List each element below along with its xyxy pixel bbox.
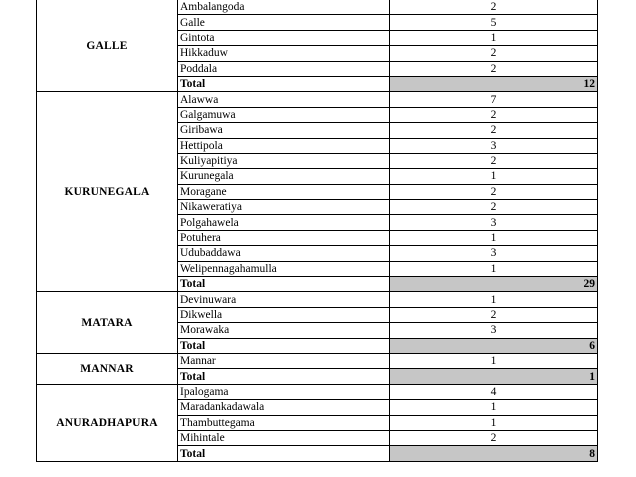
table-row: [37, 292, 598, 307]
division-name: Giribawa: [178, 123, 390, 138]
division-count: 1: [390, 415, 598, 430]
division-name: Dikwella: [178, 307, 390, 322]
division-name: Mihintale: [178, 430, 390, 445]
division-count: 1: [390, 261, 598, 276]
division-name: Galle: [178, 15, 390, 30]
division-count: 2: [390, 61, 598, 76]
division-name: Galgamuwa: [178, 107, 390, 122]
division-count: 1: [390, 400, 598, 415]
table-row: [37, 0, 598, 15]
table-body: [37, 0, 598, 461]
table-row: [37, 384, 598, 399]
division-count: 2: [390, 307, 598, 322]
division-count: 2: [390, 430, 598, 445]
division-count: 1: [390, 230, 598, 245]
division-count: 2: [390, 123, 598, 138]
division-count: 1: [390, 30, 598, 45]
table-row: [37, 353, 598, 368]
division-count: 1: [390, 292, 598, 307]
division-name: Kuliyapitiya: [178, 153, 390, 168]
total-value: 8: [390, 446, 598, 461]
district-table: [36, 0, 598, 462]
division-count: 2: [390, 184, 598, 199]
division-name: Hettipola: [178, 138, 390, 153]
division-name: Maradankadawala: [178, 400, 390, 415]
division-name: Nikaweratiya: [178, 200, 390, 215]
total-value: 6: [390, 338, 598, 353]
division-count: 2: [390, 107, 598, 122]
total-value: 1: [390, 369, 598, 384]
division-name: Potuhera: [178, 230, 390, 245]
division-name: Kurunegala: [178, 169, 390, 184]
division-name: Hikkaduw: [178, 46, 390, 61]
division-count: 2: [390, 200, 598, 215]
division-name: Welipennagahamulla: [178, 261, 390, 276]
division-count: 1: [390, 353, 598, 368]
division-count: 3: [390, 323, 598, 338]
district-name: KURUNEGALA: [37, 92, 178, 292]
division-name: Mannar: [178, 353, 390, 368]
total-value: 29: [390, 277, 598, 292]
division-name: Thambuttegama: [178, 415, 390, 430]
division-count: 4: [390, 384, 598, 399]
total-label: Total: [178, 76, 390, 91]
total-label: Total: [178, 277, 390, 292]
division-name: Alawwa: [178, 92, 390, 107]
division-count: 2: [390, 46, 598, 61]
total-label: Total: [178, 446, 390, 461]
district-name: ANURADHAPURA: [37, 384, 178, 461]
division-count: 5: [390, 15, 598, 30]
division-name: Ipalogama: [178, 384, 390, 399]
division-count: 3: [390, 246, 598, 261]
division-count: 3: [390, 138, 598, 153]
division-name: Udubaddawa: [178, 246, 390, 261]
table-row: [37, 92, 598, 107]
district-name: MANNAR: [37, 353, 178, 384]
division-name: Morawaka: [178, 323, 390, 338]
division-name: Poddala: [178, 61, 390, 76]
district-name: GALLE: [37, 0, 178, 92]
division-name: Gintota: [178, 30, 390, 45]
division-count: 2: [390, 0, 598, 15]
division-name: Moragane: [178, 184, 390, 199]
division-name: Ambalangoda: [178, 0, 390, 15]
total-value: 12: [390, 76, 598, 91]
division-count: 3: [390, 215, 598, 230]
total-label: Total: [178, 338, 390, 353]
total-label: Total: [178, 369, 390, 384]
division-count: 7: [390, 92, 598, 107]
division-count: 2: [390, 153, 598, 168]
division-name: Polgahawela: [178, 215, 390, 230]
division-name: Devinuwara: [178, 292, 390, 307]
division-count: 1: [390, 169, 598, 184]
district-name: MATARA: [37, 292, 178, 354]
